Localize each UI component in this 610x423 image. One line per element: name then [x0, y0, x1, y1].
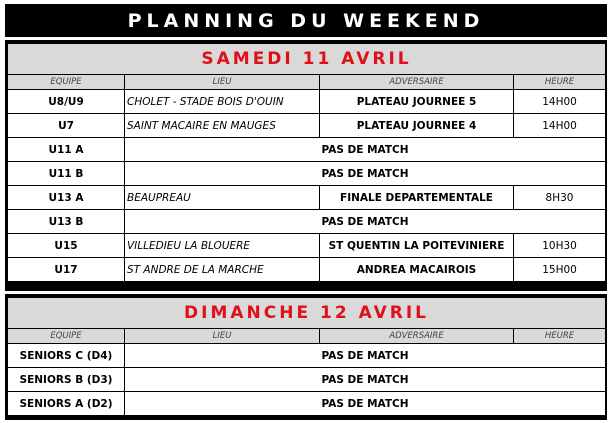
- table-row: [8, 368, 606, 392]
- col-adversaire: ADVERSAIRE: [320, 329, 514, 344]
- heure-cell: 10H30: [514, 234, 606, 258]
- heure-cell: 15H00: [514, 258, 606, 282]
- table-row: [8, 258, 606, 282]
- table-row: [8, 186, 606, 210]
- lieu-cell: VILLEDIEU LA BLOUERE: [125, 234, 320, 258]
- adversaire-cell: ST QUENTIN LA POITEVINIERE: [320, 234, 514, 258]
- no-match-cell: PAS DE MATCH: [125, 162, 606, 186]
- team-cell: SENIORS B (D3): [8, 368, 125, 392]
- adversaire-cell: PLATEAU JOURNEE 4: [320, 114, 514, 138]
- table-row: [8, 162, 606, 186]
- team-cell: U15: [8, 234, 125, 258]
- no-match-cell: PAS DE MATCH: [125, 392, 606, 416]
- team-cell: U13 B: [8, 210, 125, 234]
- table-row: [8, 234, 606, 258]
- col-heure: HEURE: [514, 75, 606, 90]
- adversaire-cell: FINALE DEPARTEMENTALE: [320, 186, 514, 210]
- heure-cell: 14H00: [514, 114, 606, 138]
- heure-cell: 14H00: [514, 90, 606, 114]
- no-match-cell: PAS DE MATCH: [125, 138, 606, 162]
- col-lieu: LIEU: [125, 329, 320, 344]
- lieu-cell: BEAUPREAU: [125, 186, 320, 210]
- team-cell: U11 B: [8, 162, 125, 186]
- col-equipe: EQUIPE: [8, 329, 125, 344]
- team-cell: U11 A: [8, 138, 125, 162]
- page-title: PLANNING DU WEEKEND: [5, 4, 607, 37]
- no-match-cell: PAS DE MATCH: [125, 368, 606, 392]
- col-equipe: EQUIPE: [8, 75, 125, 90]
- table-row: [8, 392, 606, 416]
- saturday-table: [7, 43, 606, 282]
- saturday-section: [5, 40, 607, 291]
- col-heure: HEURE: [514, 329, 606, 344]
- no-match-cell: PAS DE MATCH: [125, 344, 606, 368]
- table-row: [8, 90, 606, 114]
- heure-cell: 8H30: [514, 186, 606, 210]
- sunday-table: [7, 297, 606, 416]
- table-row: [8, 344, 606, 368]
- sunday-section: [5, 294, 607, 420]
- table-row: [8, 114, 606, 138]
- team-cell: SENIORS C (D4): [8, 344, 125, 368]
- col-adversaire: ADVERSAIRE: [320, 75, 514, 90]
- lieu-cell: SAINT MACAIRE EN MAUGES: [125, 114, 320, 138]
- col-lieu: LIEU: [125, 75, 320, 90]
- lieu-cell: ST ANDRE DE LA MARCHE: [125, 258, 320, 282]
- adversaire-cell: PLATEAU JOURNEE 5: [320, 90, 514, 114]
- team-cell: U13 A: [8, 186, 125, 210]
- team-cell: U7: [8, 114, 125, 138]
- saturday-header: SAMEDI 11 AVRIL: [8, 44, 606, 75]
- table-row: [8, 138, 606, 162]
- team-cell: SENIORS A (D2): [8, 392, 125, 416]
- team-cell: U8/U9: [8, 90, 125, 114]
- adversaire-cell: ANDREA MACAIROIS: [320, 258, 514, 282]
- table-row: [8, 210, 606, 234]
- team-cell: U17: [8, 258, 125, 282]
- no-match-cell: PAS DE MATCH: [125, 210, 606, 234]
- sunday-header: DIMANCHE 12 AVRIL: [8, 298, 606, 329]
- lieu-cell: CHOLET - STADE BOIS D'OUIN: [125, 90, 320, 114]
